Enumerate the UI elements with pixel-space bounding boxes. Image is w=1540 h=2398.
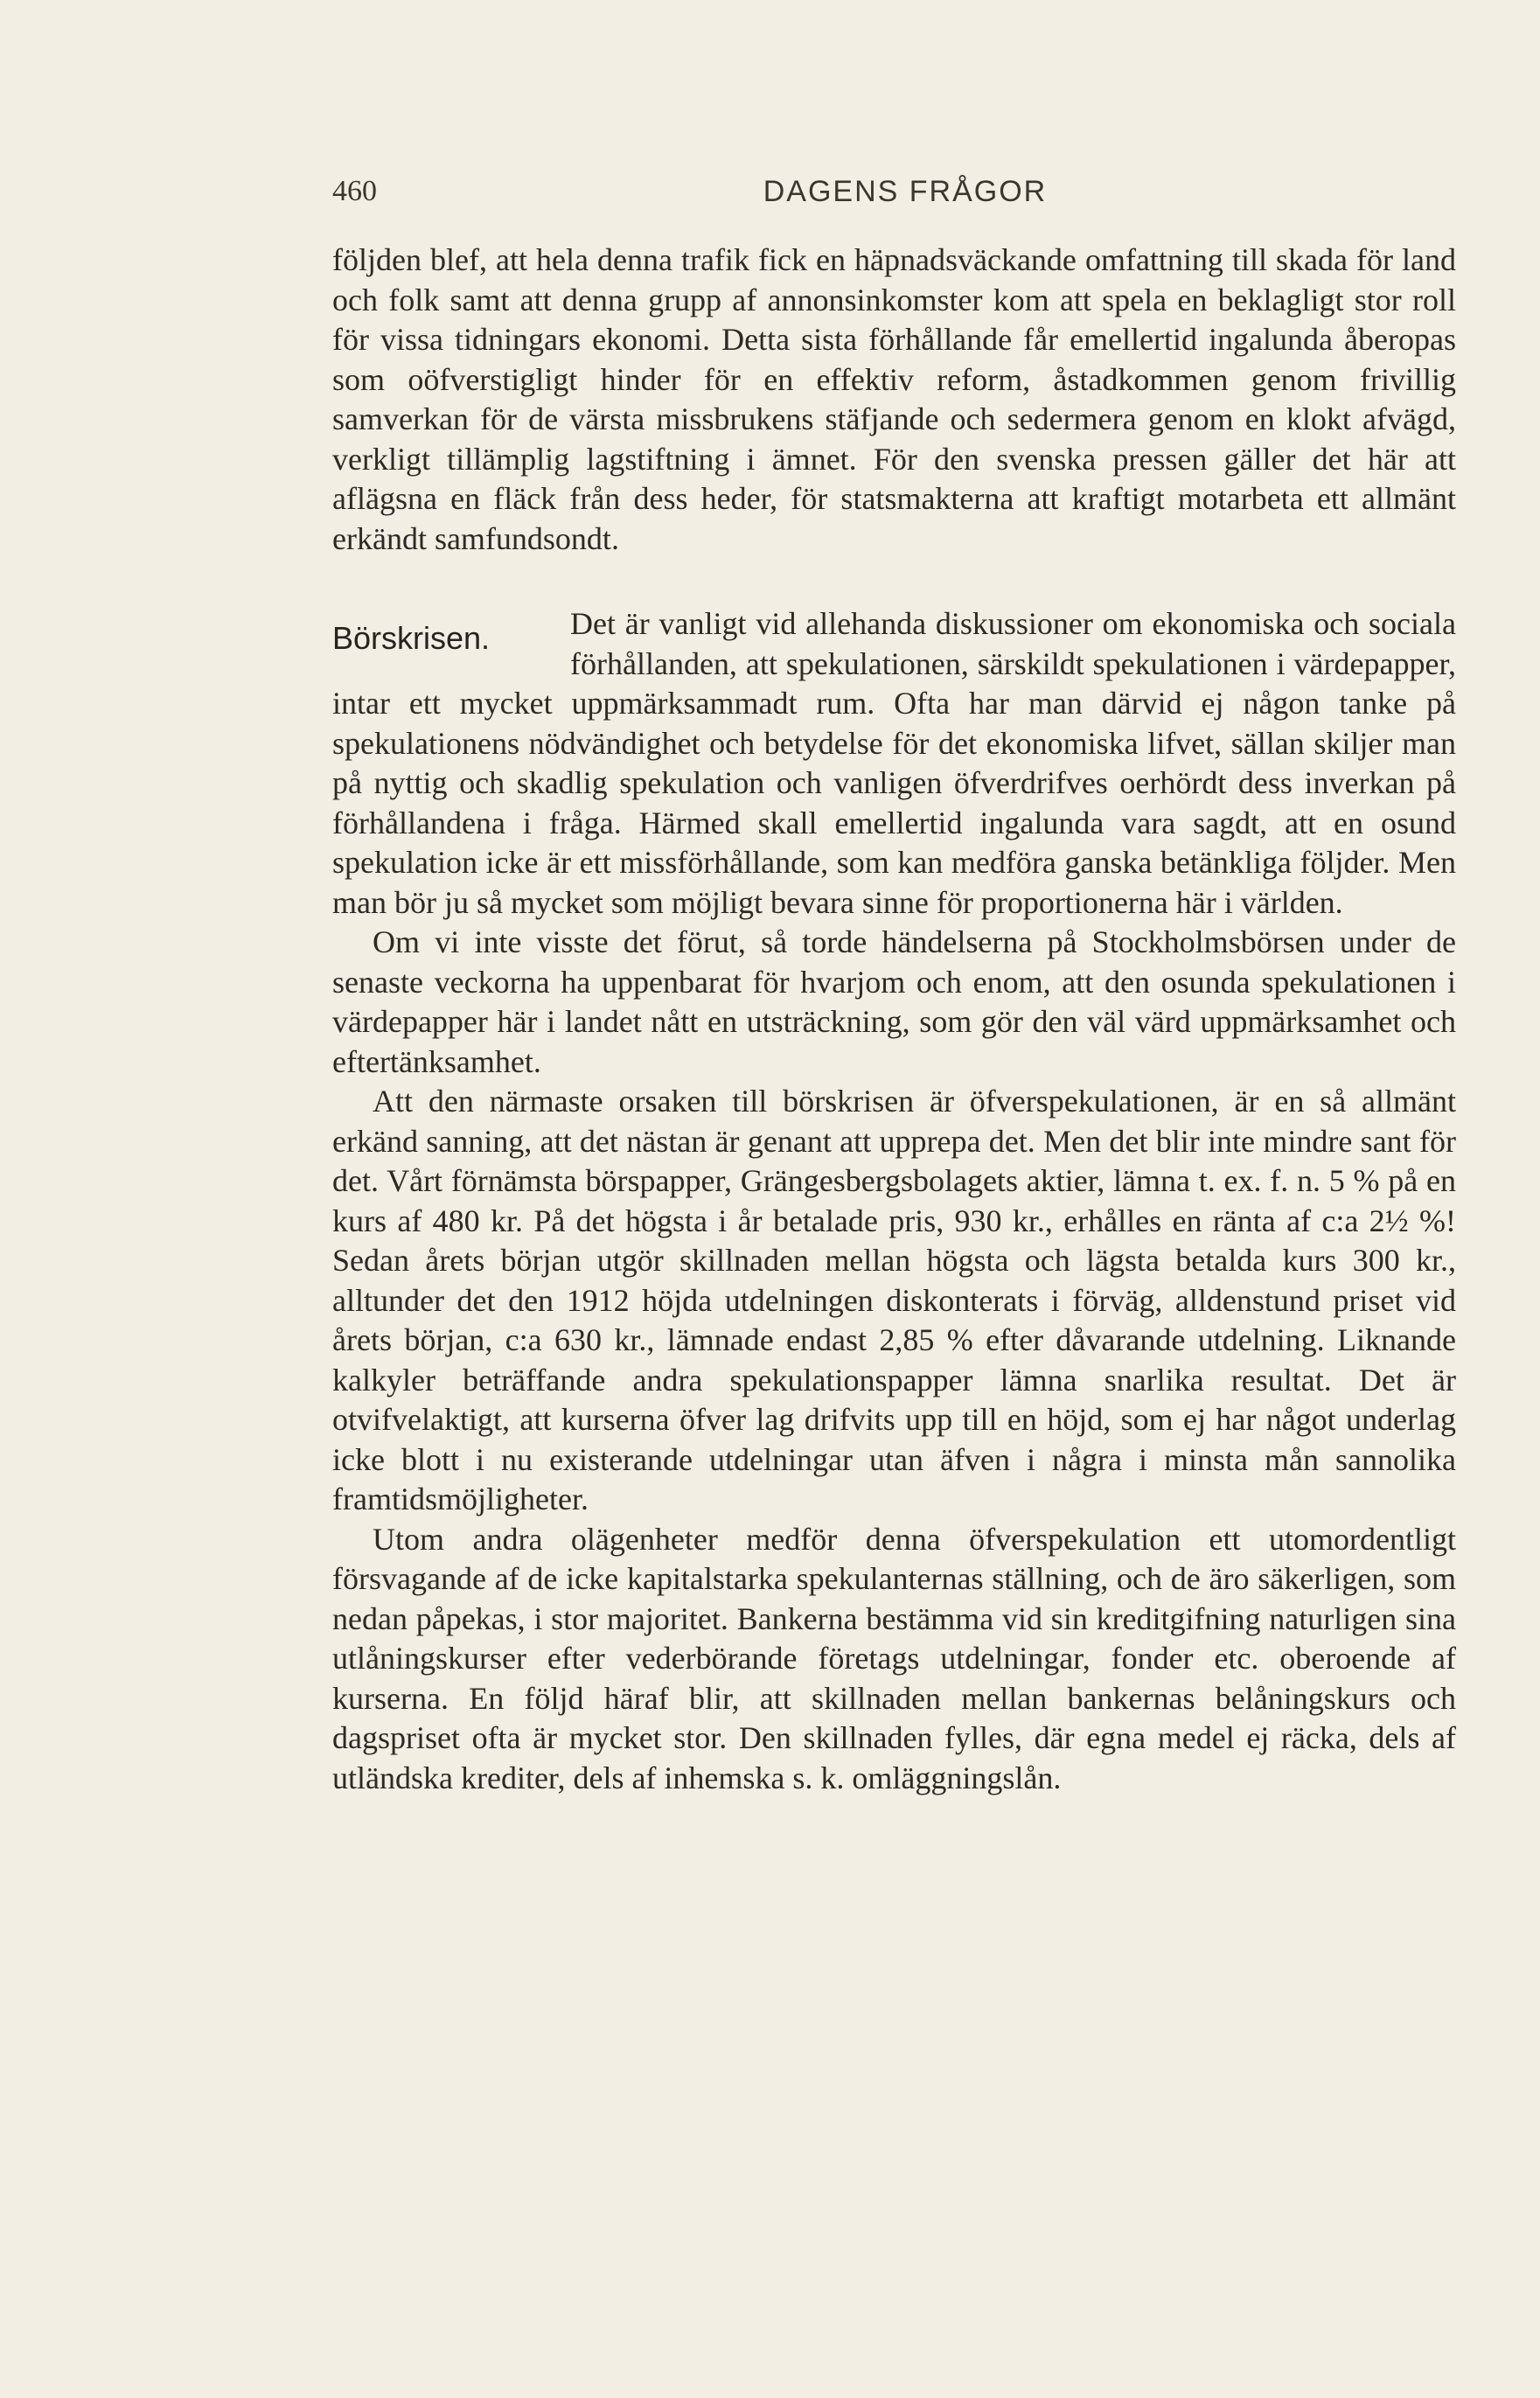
intro-paragraph: följden blef, att hela denna trafik fick en häpnadsväckande omfattning till skada för land och folk samt att denna grupp af annonsinkomster kom att spela en beklagligt stor roll för vissa tidningars ekonomi. Detta sista förhållande får emellertid ingalunda åberopas som oöfverstigligt hinder för en effektiv reform, åstadkommen genom frivillig samverkan för de värsta missbrukens stäfjande och sedermera genom en klokt afvägd, verkligt tillämplig lagstiftning i ämnet. För den svenska pressen gäller det här att aflägsna en fläck från dess heder, för statsmakterna att kraftigt motarbeta ett allmänt erkändt samfundsondt. — [332, 242, 1456, 556]
page-number: 460 — [332, 175, 377, 207]
body-paragraph: Utom andra olägenheter medför denna öfverspekulation ett utomordentligt försvagande af de icke kapitalstarka spekulanternas ställning, och de äro säkerligen, som nedan påpekas, i stor majoritet. Bankerna bestämma vid sin kreditgifning naturligen sina utlåningskurser efter vederbörande företags utdelningar, fonder etc. oberoende af kurserna. En följd häraf blir, att skillnaden mellan bankernas belåningskurs och dagspriset ofta är mycket stor. Den skillnaden fylles, där egna medel ej räcka, dels af utländska krediter, dels af inhemska s. k. omläggningslån. — [332, 1521, 1456, 1795]
running-title: DAGENS FRÅGOR — [763, 175, 1048, 208]
page-body — [332, 240, 1456, 1798]
side-heading: Börskrisen. — [332, 620, 491, 656]
section-borskrisen — [332, 604, 1456, 1798]
body-paragraph: Att den närmaste orsaken till börskrisen är öfverspekulationen, är en så allmänt erkänd sanning, att det nästan är genant att upprepa det. Men det blir inte mindre sant för det. Vårt förnämsta börspapper, Grängesbergsbolagets aktier, lämna t. ex. f. n. 5 % på en kurs af 480 kr. På det högsta i år betalade pris, 930 kr., erhålles en ränta af c:a 2½ %! Sedan årets början utgör skillnaden mellan högsta och lägsta betalda kurs 300 kr., alltunder det den 1912 höjda utdelningen diskonterats i förväg, alldenstund priset vid årets början, c:a 630 kr., lämnade endast 2,85 % efter dåvarande utdelning. Liknande kalkyler beträffande andra spekulationspapper lämna snarlika resultat. Det är otvifvelaktigt, att kurserna öfver lag drifvits upp till en höjd, som ej har något underlag icke blott i nu existerande utdelningar utan äfven i några i minsta mån sannolika framtidsmöjligheter. — [332, 1084, 1456, 1516]
body-paragraph: Om vi inte visste det förut, så torde händelserna på Stockholmsbörsen under de senaste veckorna ha uppenbarat för hvarjom och enom, att den osunda spekulationen i värdepapper här i landet nått en utsträckning, som gör den väl värd uppmärksamhet och eftertänksamhet. — [332, 924, 1456, 1079]
body-paragraph: Det är vanligt vid allehanda diskussioner om ekonomiska och sociala förhållanden, att spekulationen, särskildt spekulationen i värdepapper, intar ett mycket uppmärksammadt rum. Ofta har man därvid ej någon tanke på spekulationens nödvändighet och betydelse för det ekonomiska lifvet, sällan skiljer man på nyttig och skadlig spekulation och vanligen öfverdrifves oerhördt dess inverkan på förhållandena i fråga. Härmed skall emellertid ingalunda vara sagdt, att en osund spekulation icke är ett missförhållande, som kan medföra ganska betänkliga följder. Men man bör ju så mycket som möjligt bevara sinne för proportionerna här i världen. — [332, 606, 1456, 920]
page-header — [332, 175, 1478, 227]
